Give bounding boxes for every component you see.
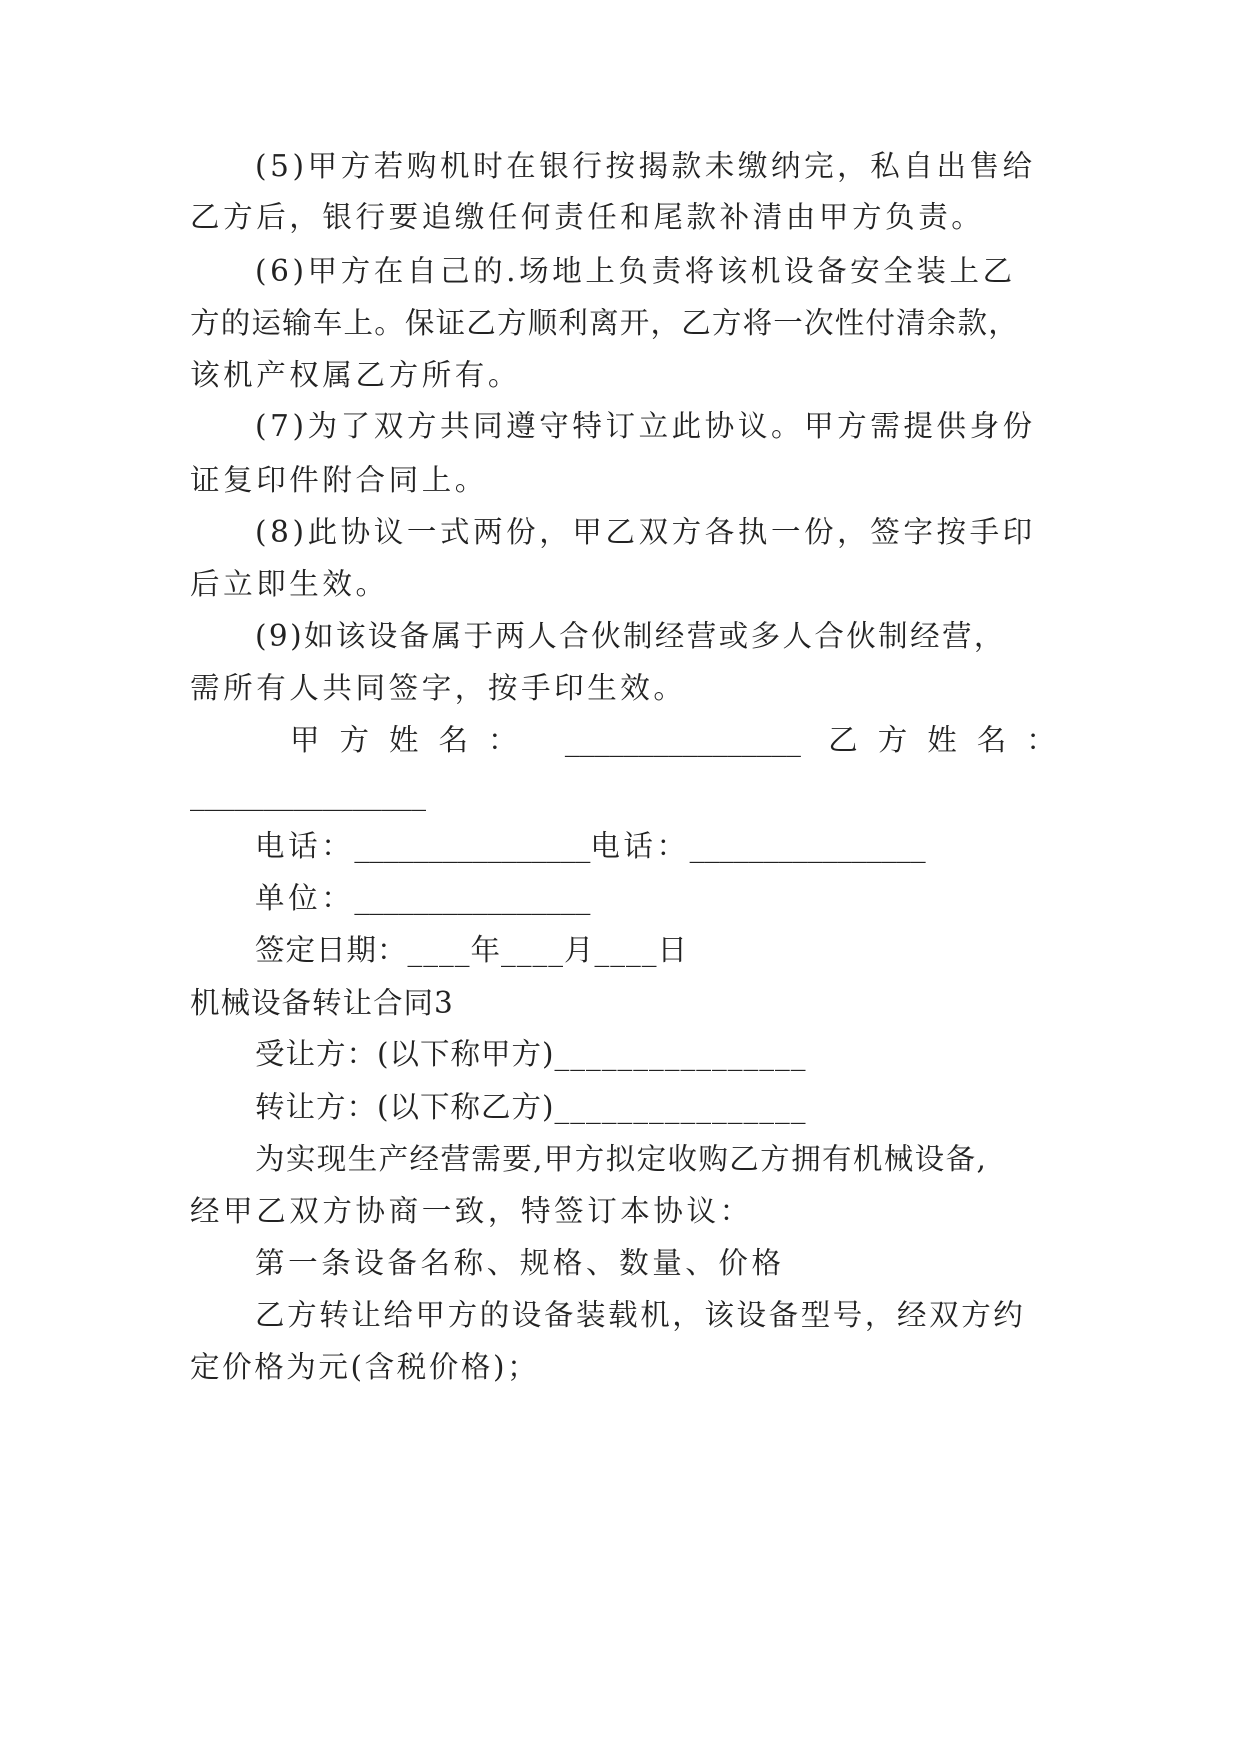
assignee-line: 受让方：(以下称甲方)________________ — [255, 1037, 807, 1071]
assignor-line: 转让方：(以下称乙方)________________ — [255, 1090, 807, 1124]
clause-6-line-3: 该机产权属乙方所有。 — [190, 358, 522, 392]
intro-line-1: 为实现生产经营需要,甲方拟定收购乙方拥有机械设备, — [255, 1142, 988, 1176]
article-1-heading: 第一条设备名称、规格、数量、价格 — [255, 1246, 785, 1280]
clause-6-line-2: 方的运输车上。保证乙方顺利离开，乙方将一次性付清余款， — [190, 306, 1019, 340]
signature-name-row — [290, 720, 1076, 760]
contract-3-title: 机械设备转让合同3 — [190, 986, 454, 1020]
party-a-phone-blank: ________________ — [354, 829, 591, 863]
unit-label: 单位： — [255, 881, 355, 915]
unit-row — [255, 878, 1115, 918]
party-b-phone-label: 电话： — [590, 829, 690, 863]
phone-row — [255, 826, 1115, 866]
clause-5-line-1: (5)甲方若购机时在银行按揭款未缴纳完，私自出售给 — [255, 149, 1036, 183]
intro-line-2: 经甲乙双方协商一致，特签订本协议： — [190, 1194, 753, 1228]
article-1-line-1: 乙方转让给甲方的设备装载机，该设备型号，经双方约 — [255, 1298, 1026, 1332]
clause-9-line-2: 需所有人共同签字，按手印生效。 — [190, 671, 687, 705]
clause-6-line-1: (6)甲方在自己的.场地上负责将该机设备安全装上乙 — [255, 254, 1016, 288]
clause-5-line-2: 乙方后，银行要追缴任何责任和尾款补清由甲方负责。 — [190, 200, 985, 234]
party-a-name-label: 甲方姓名： — [290, 723, 538, 757]
clause-7-line-1: (7)为了双方共同遵守特订立此协议。甲方需提供身份 — [255, 409, 1036, 443]
clause-7-line-2: 证复印件附合同上。 — [190, 463, 488, 497]
unit-blank: ________________ — [354, 881, 591, 915]
clause-8-line-2: 后立即生效。 — [190, 567, 389, 601]
party-a-phone-label: 电话： — [255, 829, 355, 863]
article-1-line-2: 定价格为元(含税价格)； — [190, 1350, 540, 1384]
party-a-name-blank: ________________ — [564, 723, 801, 757]
clause-9-line-1: (9)如该设备属于两人合伙制经营或多人合伙制经营， — [255, 619, 1006, 653]
sign-date-line: 签定日期：____年____月____日 — [255, 933, 689, 967]
party-b-name-label: 乙方姓名： — [828, 723, 1076, 757]
party-b-name-blank: ________________ — [190, 777, 426, 811]
party-b-phone-blank: ________________ — [689, 829, 926, 863]
clause-8-line-1: (8)此协议一式两份，甲乙双方各执一份，签字按手印 — [255, 515, 1036, 549]
